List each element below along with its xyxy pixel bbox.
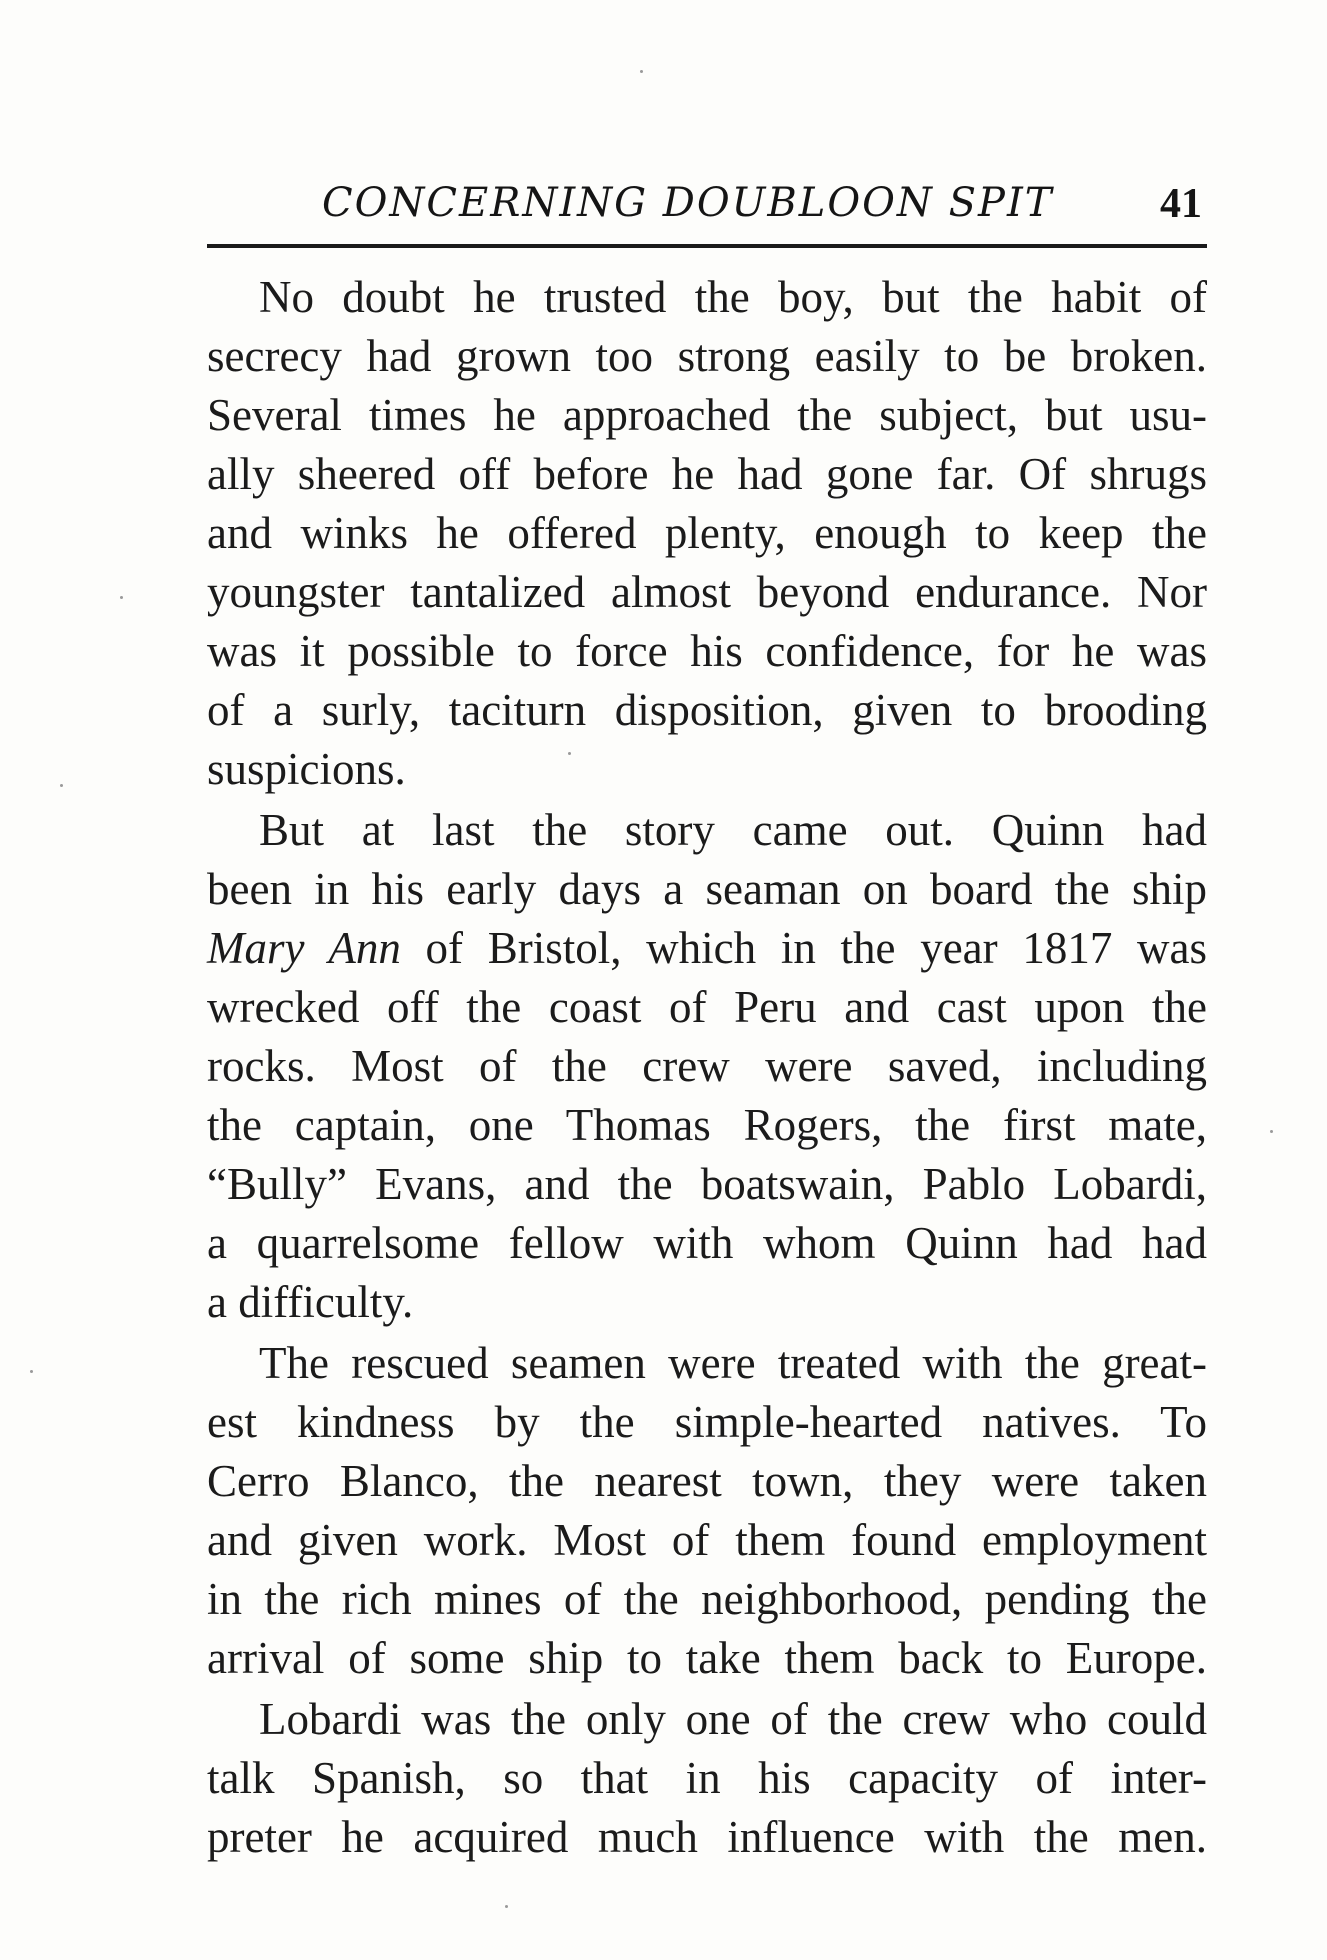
text-line: secrecy had grown too strong easily to be broken. [207,331,1207,381]
header-rule [207,244,1207,248]
text-line: rocks. Most of the crew were saved, including [207,1041,1207,1091]
page-number: 41 [1160,181,1202,227]
paper-speck [120,596,123,599]
ship-line-rest: of Bristol, which in the year 1817 [425,923,1113,973]
paper-speck [640,70,643,73]
paragraph-3 [207,1334,1207,1688]
text-line: a difficulty. [207,1277,414,1327]
text-line: of a surly, taciturn disposition, given to brooding [207,685,1207,735]
text-line: preter he acquired much influence with the men. [207,1812,1207,1862]
text-line: youngster tantalized almost beyond endurance. Nor [207,567,1207,617]
text-line: was it possible to force his confidence, for he was [207,626,1207,676]
paragraph-4 [207,1690,1207,1867]
page-header [207,180,1207,260]
text-line: wrecked off the coast of Peru and cast upon the [207,982,1207,1032]
text-line-ship [207,919,1207,978]
paper-speck [1270,1130,1273,1133]
text-line: “Bully” Evans, and the boatswain, Pablo Lobardi, [207,1159,1207,1209]
text-line: a quarrelsome fellow with whom Quinn had had [207,1218,1207,1268]
paper-speck [505,1905,508,1908]
text-line: and given work. Most of them found employment [207,1515,1207,1565]
text-line: Several times he approached the subject, but usu- [207,390,1207,440]
text-line: The rescued seamen were treated with the great- [259,1338,1207,1388]
paper-speck [60,784,63,787]
text-line: suspicions. [207,744,406,794]
ship-line-end: was [1137,923,1208,973]
text-line: and winks he offered plenty, enough to keep the [207,508,1207,558]
ship-name: Mary Ann [207,923,401,973]
text-line: Lobardi was the only one of the crew who could [259,1694,1207,1744]
text-line: arrival of some ship to take them back to Europe. [207,1633,1207,1683]
text-line: the captain, one Thomas Rogers, the first mate, [207,1100,1207,1150]
text-line: But at last the story came out. Quinn had [259,805,1207,855]
text-line: Cerro Blanco, the nearest town, they were taken [207,1456,1207,1506]
paper-speck [30,1370,33,1373]
text-line: No doubt he trusted the boy, but the habit of [259,272,1207,322]
paragraph-1 [207,268,1207,799]
body-text [207,268,1207,1867]
running-title: CONCERNING DOUBLOON SPIT [322,180,1054,226]
text-line: been in his early days a seaman on board the ship [207,864,1207,914]
text-line: in the rich mines of the neighborhood, pending the [207,1574,1207,1624]
text-line: est kindness by the simple-hearted natives. To [207,1397,1207,1447]
paragraph-2 [207,801,1207,1332]
text-line: ally sheered off before he had gone far. Of shrugs [207,449,1207,499]
text-line: talk Spanish, so that in his capacity of inter- [207,1753,1207,1803]
paper-speck [568,752,571,755]
